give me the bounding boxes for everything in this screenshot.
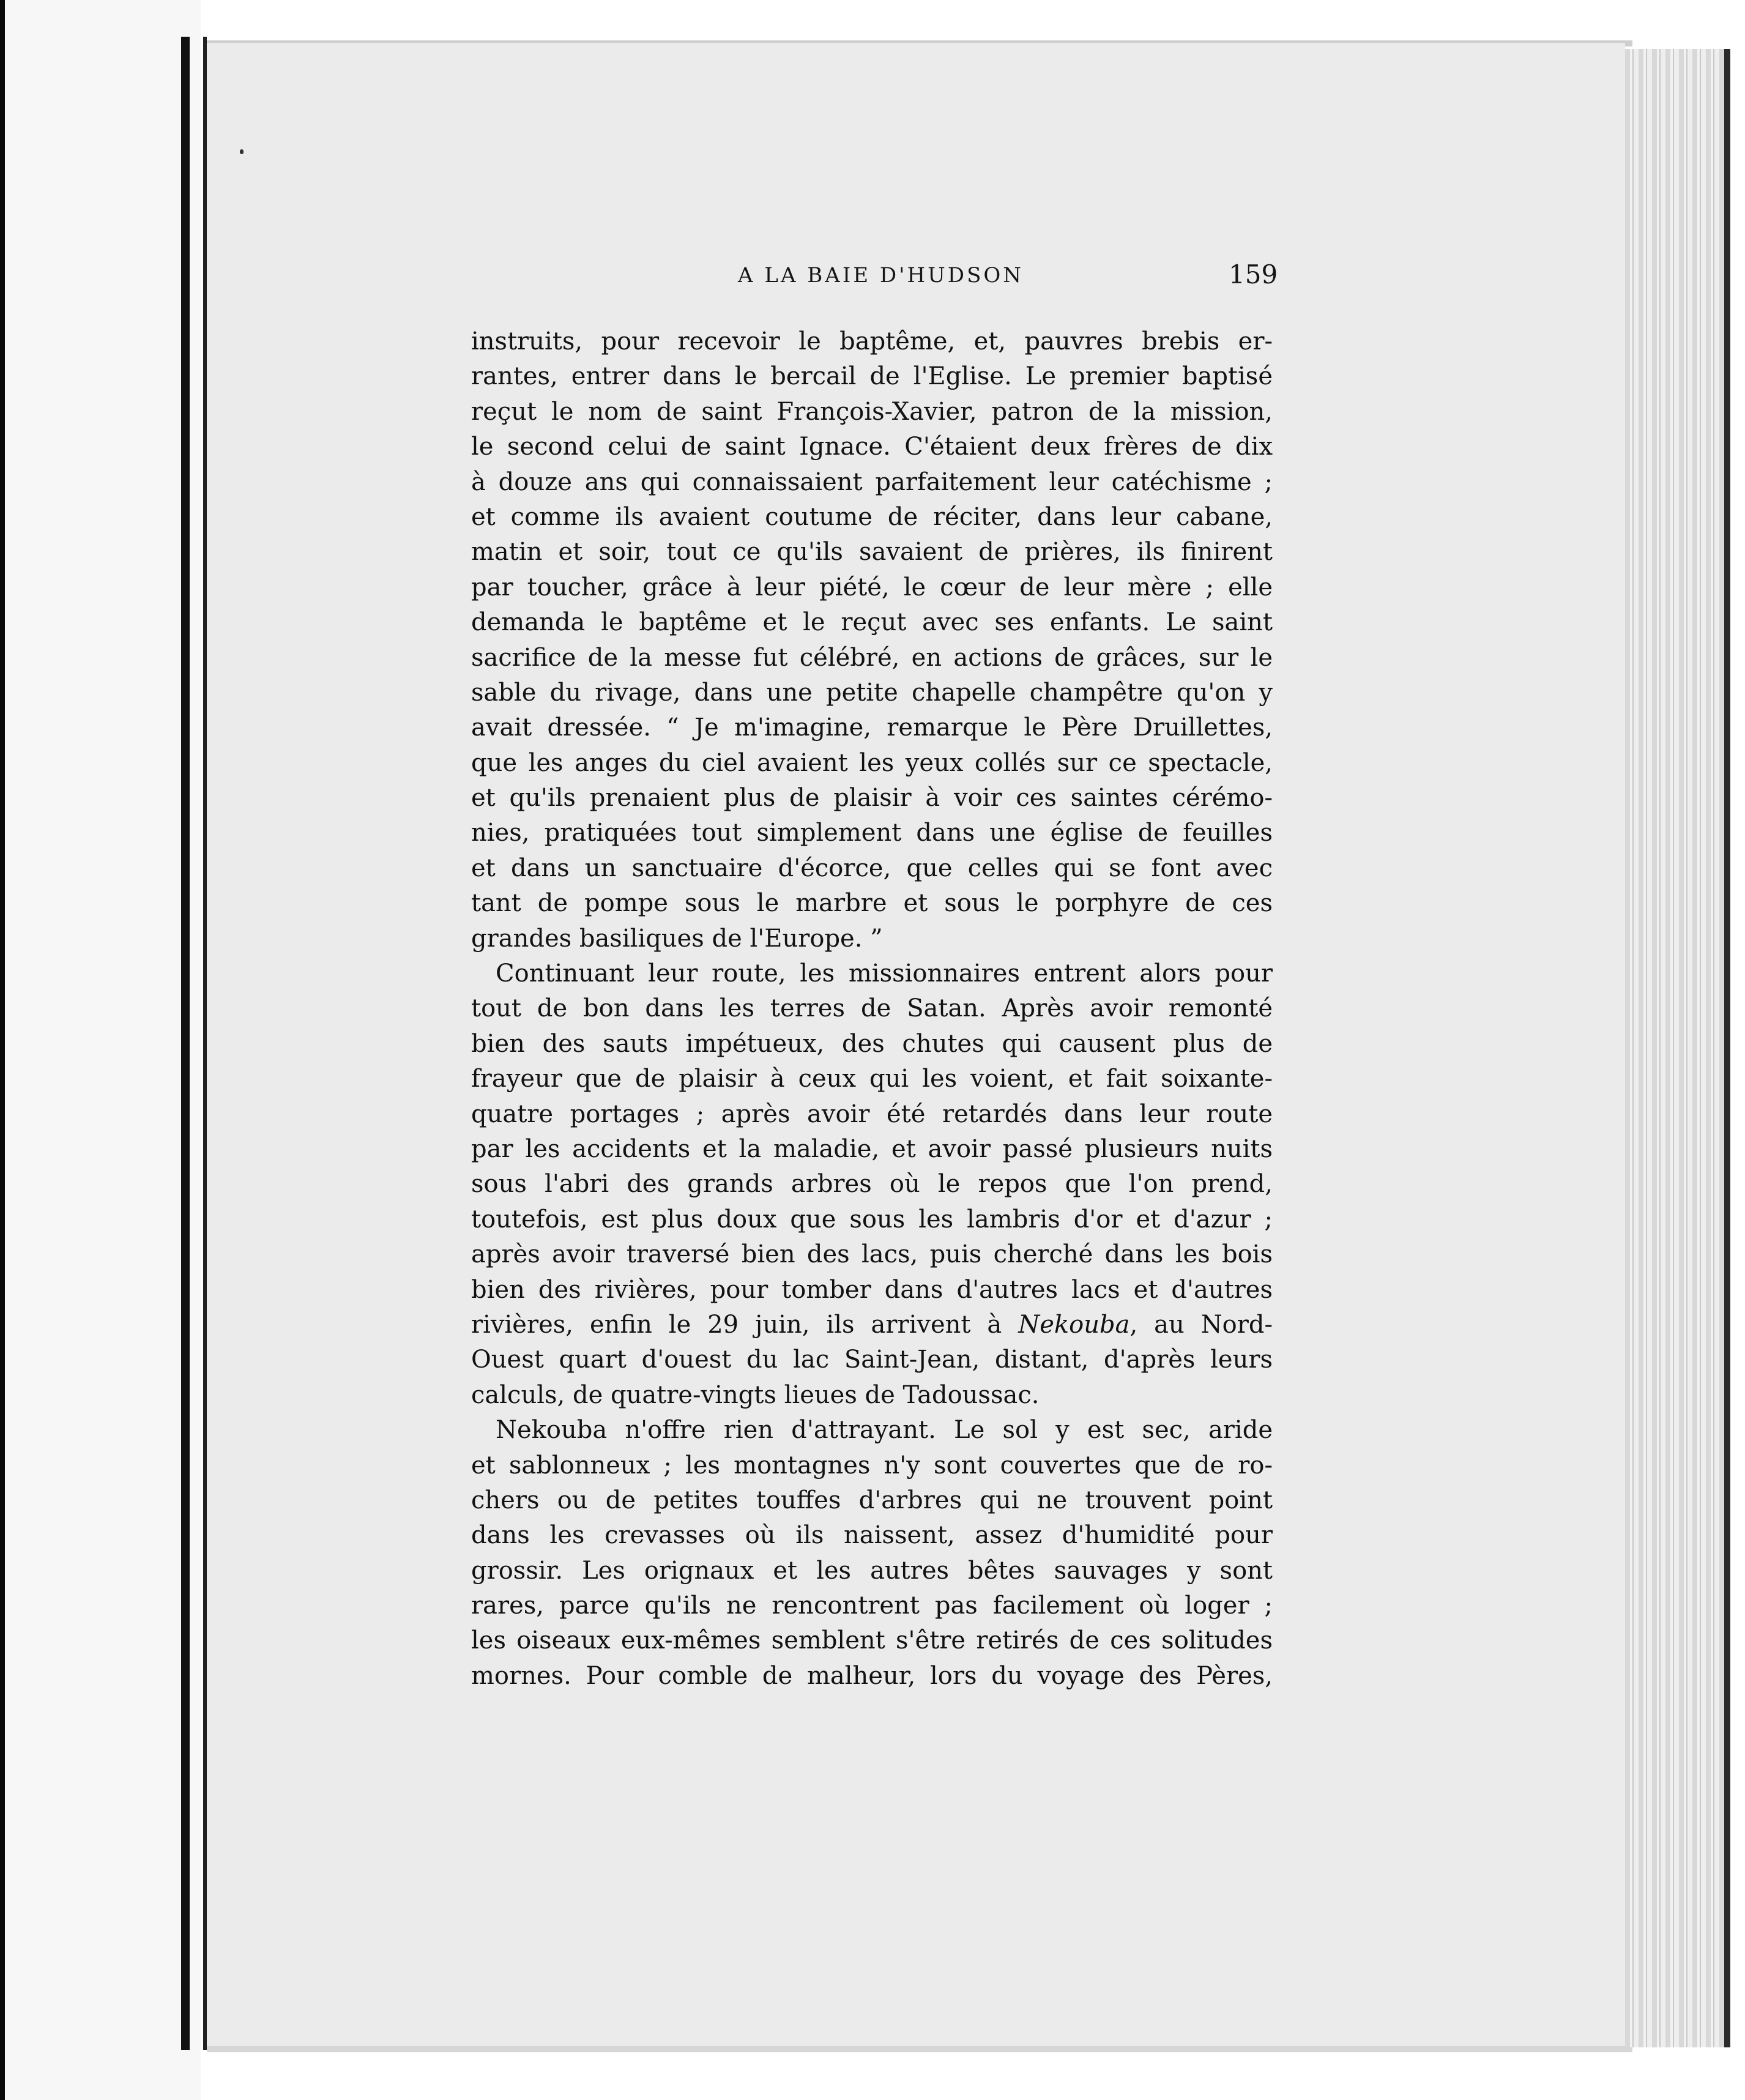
text-line: tout de bon dans les terres de Satan. Après avoir remonté: [471, 994, 1273, 1023]
text-segment: rivières, enfin le 29 juin, ils arrivent à: [471, 1310, 1002, 1339]
text-line: toutefois, est plus doux que sous les lambris d'or et d'azur ;: [471, 1205, 1273, 1234]
text-line: après avoir traversé bien des lacs, puis cherché dans les bois: [471, 1240, 1273, 1269]
text-line: reçut le nom de saint François-Xavier, patron de la mission,: [471, 397, 1273, 426]
text-line: que les anges du ciel avaient les yeux collés sur ce spectacle,: [471, 748, 1273, 777]
page-bottom-edge: [207, 2046, 1632, 2052]
text-line: nies, pratiquées tout simplement dans une église de feuilles: [471, 819, 1273, 847]
text-line: les oiseaux eux-mêmes semblent s'être retirés de ces solitudes: [471, 1626, 1273, 1655]
text-line: bien des sauts impétueux, des chutes qui causent plus de: [471, 1029, 1273, 1058]
italic-place-name: Nekouba: [1018, 1310, 1130, 1339]
text-line-with-italic: [471, 1308, 1273, 1342]
text-line: tant de pompe sous le marbre et sous le porphyre de ces: [471, 889, 1273, 918]
ink-speck: [240, 149, 244, 154]
book-binding-edge: [181, 37, 190, 2050]
text-line: sable du rivage, dans une petite chapelle champêtre qu'on y: [471, 678, 1273, 707]
text-line: grandes basiliques de l'Europe. ”: [471, 924, 883, 953]
text-line: matin et soir, tout ce qu'ils savaient de prières, ils finirent: [471, 538, 1273, 567]
text-line: rares, parce qu'ils ne rencontrent pas facilement où loger ;: [471, 1592, 1273, 1620]
text-line: dans les crevasses où ils naissent, assez d'humidité pour: [471, 1521, 1273, 1550]
text-line: frayeur que de plaisir à ceux qui les voient, et fait soixante-: [471, 1065, 1273, 1093]
text-line: sacrifice de la messe fut célébré, en actions de grâces, sur le: [471, 643, 1273, 672]
text-line: et comme ils avaient coutume de réciter, dans leur cabane,: [471, 502, 1273, 531]
scan-border-left: [0, 0, 5, 2100]
body-text: [471, 324, 1273, 1694]
text-line: mornes. Pour comble de malheur, lors du voyage des Pères,: [471, 1661, 1273, 1690]
text-line: le second celui de saint Ignace. C'étaient deux frères de dix: [471, 433, 1273, 461]
text-line: Nekouba n'offre rien d'attrayant. Le sol y est sec, aride: [496, 1416, 1273, 1445]
text-line: calculs, de quatre-vingts lieues de Tadoussac.: [471, 1380, 1040, 1409]
text-line: instruits, pour recevoir le baptême, et, pauvres brebis er-: [471, 327, 1273, 356]
book-cover-edge: [1724, 49, 1730, 2047]
text-line: et qu'ils prenaient plus de plaisir à voir ces saintes cérémo-: [471, 784, 1273, 813]
text-line: quatre portages ; après avoir été retardés dans leur route: [471, 1100, 1273, 1128]
text-line: et sablonneux ; les montagnes n'y sont couvertes que de ro-: [471, 1451, 1273, 1480]
page-number: 159: [1229, 259, 1278, 289]
text-line: par toucher, grâce à leur piété, le cœur de leur mère ; elle: [471, 573, 1273, 601]
text-line: et dans un sanctuaire d'écorce, que celles qui se font avec: [471, 854, 1273, 882]
text-line: rantes, entrer dans le bercail de l'Eglise. Le premier baptisé: [471, 362, 1273, 391]
page-stack-fore-edge: [1625, 49, 1729, 2047]
text-segment: , au Nord-: [1129, 1310, 1273, 1339]
text-line: demanda le baptême et le reçut avec ses enfants. Le saint: [471, 608, 1273, 637]
text-line: grossir. Les orignaux et les autres bêtes sauvages y sont: [471, 1556, 1273, 1585]
text-line: par les accidents et la maladie, et avoir passé plusieurs nuits: [471, 1134, 1273, 1163]
text-line: avait dressée. “ Je m'imagine, remarque le Père Druillettes,: [471, 713, 1273, 742]
text-line: Continuant leur route, les missionnaires entrent alors pour: [496, 959, 1273, 988]
left-margin-area: [5, 0, 201, 2100]
text-line: à douze ans qui connaissaient parfaitement leur catéchisme ;: [471, 467, 1273, 496]
text-line: bien des rivières, pour tomber dans d'autres lacs et d'autres: [471, 1275, 1273, 1304]
text-line: chers ou de petites touffes d'arbres qui ne trouvent point: [471, 1486, 1273, 1514]
running-head: A LA BAIE D'HUDSON: [738, 263, 1024, 288]
text-line: sous l'abri des grands arbres où le repos que l'on prend,: [471, 1170, 1273, 1199]
text-line: Ouest quart d'ouest du lac Saint-Jean, distant, d'après leurs: [471, 1346, 1273, 1374]
